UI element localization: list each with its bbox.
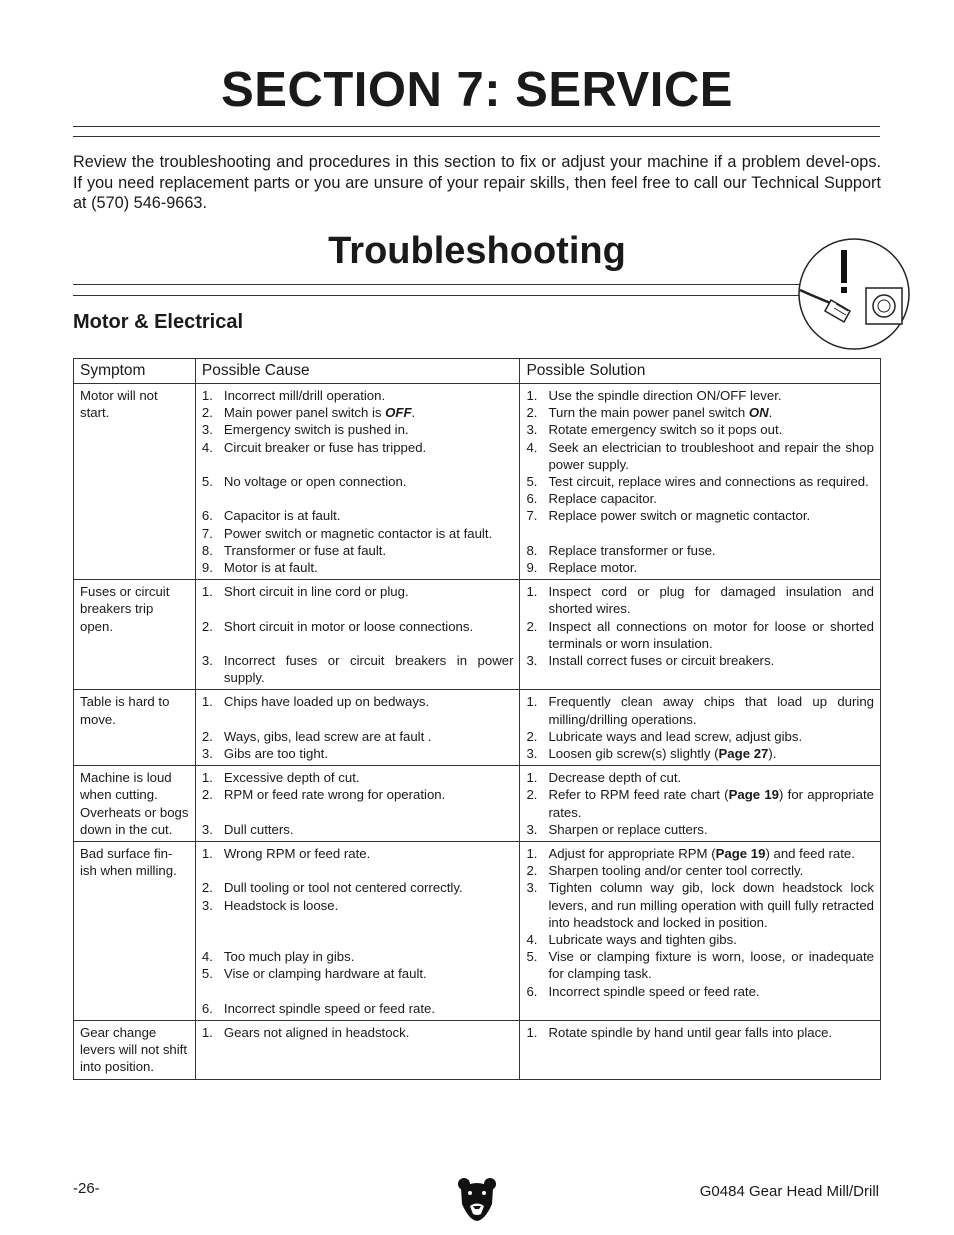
item-text [548, 845, 874, 862]
item-text [548, 983, 874, 1000]
list-item [202, 879, 514, 896]
item-number: 3. [526, 880, 538, 896]
item-text [548, 542, 874, 559]
item-text [548, 862, 874, 879]
table-row [74, 690, 881, 766]
item-text-main: Incorrect spindle speed or feed rate. [548, 983, 760, 999]
item-text-main: Replace capacitor. [548, 491, 657, 507]
item-text-main: Too much play in gibs. [223, 949, 355, 965]
item-text [548, 786, 874, 820]
item-number: 6. [201, 1000, 213, 1016]
list-item [202, 897, 514, 914]
list-item [526, 439, 874, 473]
item-number: 3. [526, 821, 538, 837]
list-spacer [202, 711, 514, 728]
item-number: 5. [201, 474, 213, 489]
electrical-plug-warning-icon [798, 238, 914, 354]
item-emphasis: OFF [385, 405, 412, 421]
item-text [224, 693, 514, 710]
item-text [224, 965, 514, 982]
item-text-main: Rotate emergency switch so it pops out. [548, 422, 783, 438]
item-text [224, 618, 514, 635]
list-item [202, 1024, 514, 1041]
solution-cell [520, 1021, 881, 1080]
list-item [202, 618, 514, 635]
item-text [224, 652, 514, 686]
troubleshooting-rule-top [73, 284, 813, 285]
item-number: 6. [526, 983, 538, 999]
item-number: 2. [526, 405, 538, 421]
item-number: 3. [201, 653, 213, 668]
list-item [526, 507, 874, 524]
item-text-main: Chips have loaded up on bedways. [223, 694, 430, 710]
section-rule-bottom [73, 136, 880, 137]
section-title: SECTION 7: SERVICE [221, 63, 733, 117]
list-item [202, 948, 514, 965]
troubleshooting-rule-bottom [73, 295, 813, 296]
item-text [224, 948, 514, 965]
item-number: 2. [526, 728, 538, 744]
item-text-main: Use the spindle direction ON/OFF lever. [548, 388, 782, 403]
symptom-cell: Gear change levers will not shift into position. [74, 1021, 196, 1080]
item-text-main: Replace motor. [548, 560, 638, 576]
item-text [224, 879, 514, 896]
item-text [224, 439, 514, 456]
item-text-main: Lubricate ways and tighten gibs. [548, 932, 737, 948]
list-item [526, 1024, 874, 1041]
item-text [548, 473, 874, 490]
item-text-main: Gibs are too tight. [223, 746, 328, 761]
list-item [202, 769, 514, 786]
item-text-main: Adjust for appropriate RPM ( [548, 846, 716, 862]
item-text [548, 948, 874, 982]
list-item [202, 387, 514, 404]
item-text [548, 821, 874, 838]
item-text-main: Lubricate ways and lead screw, adjust gibs. [548, 728, 803, 744]
item-text [224, 845, 514, 862]
item-text-main: Vise or clamping fixture is worn, loose, or inadequate for clamping task. [548, 949, 874, 982]
item-number: 3. [201, 422, 213, 438]
item-number: 5. [526, 949, 538, 965]
item-text-main: Replace transformer or fuse. [548, 542, 716, 558]
item-text-main: Test circuit, replace wires and connections as required. [548, 474, 869, 490]
item-text [548, 879, 874, 931]
item-text [548, 421, 874, 438]
item-number: 1. [526, 694, 538, 710]
item-text-main: Inspect all connections on motor for loose or shorted terminals or worn insulation. [548, 618, 874, 651]
item-text [548, 559, 874, 576]
item-text [548, 490, 874, 507]
list-item [202, 652, 514, 686]
list-item [526, 618, 874, 652]
item-text-main: Sharpen tooling and/or center tool correctly. [548, 863, 804, 879]
item-number: 2. [201, 787, 213, 803]
item-text [548, 387, 874, 404]
item-number: 4. [526, 439, 538, 455]
list-item [202, 821, 514, 838]
cause-cell [195, 766, 520, 842]
item-number: 7. [526, 508, 538, 524]
list-item [202, 439, 514, 456]
item-text-main: Sharpen or replace cutters. [548, 821, 708, 837]
list-spacer [202, 600, 514, 617]
item-text [224, 786, 514, 803]
list-item [526, 583, 874, 617]
item-text [548, 1024, 874, 1041]
item-number: 2. [201, 405, 213, 421]
symptom-cell: Table is hard to move. [74, 690, 196, 766]
troubleshooting-title: Troubleshooting [328, 230, 626, 272]
header-symptom: Symptom [74, 359, 196, 384]
list-item [526, 879, 874, 931]
item-number: 9. [201, 560, 213, 575]
list-spacer [202, 983, 514, 1000]
item-number: 6. [526, 491, 538, 507]
list-item [526, 862, 874, 879]
solution-cell [520, 690, 881, 766]
item-text-main: Circuit breaker or fuse has tripped. [223, 439, 427, 455]
intro-paragraph: Review the troubleshooting and procedures in this section to fix or adjust your machine if a problem devel-ops. If you need replacement parts or you are unsure of your repair skills, then feel free to call our Technical Support at (570) 546-9663. [73, 153, 881, 212]
list-item [526, 786, 874, 820]
item-number: 3. [201, 897, 213, 913]
item-number: 1. [201, 388, 213, 403]
page-number: -26- [73, 1180, 100, 1197]
list-spacer [202, 490, 514, 507]
symptom-cell: Bad surface fin-ish when milling. [74, 842, 196, 1021]
item-text [224, 728, 514, 745]
item-text [548, 618, 874, 652]
item-text [548, 745, 874, 762]
table-body [74, 384, 881, 1080]
table-row [74, 1021, 881, 1080]
list-spacer [202, 635, 514, 652]
item-text-main: Rotate spindle by hand until gear falls into place. [548, 1025, 833, 1040]
item-text [224, 421, 514, 438]
item-text [224, 559, 514, 576]
item-number: 1. [526, 846, 538, 862]
item-number: 2. [526, 787, 538, 803]
cause-cell [195, 690, 520, 766]
item-text [548, 583, 874, 617]
item-text [548, 769, 874, 786]
list-spacer [202, 914, 514, 931]
symptom-cell: Fuses or circuit breakers trip open. [74, 580, 196, 690]
item-text-main: Inspect cord or plug for damaged insulation and shorted wires. [548, 584, 874, 617]
list-item [526, 983, 874, 1000]
item-text-main: Frequently clean away chips that load up during milling/drilling operations. [548, 694, 874, 727]
item-number: 3. [201, 821, 213, 837]
item-number: 1. [526, 770, 538, 786]
table-header-row [74, 359, 881, 384]
item-number: 1. [526, 388, 538, 403]
list-item [202, 845, 514, 862]
item-number: 5. [201, 966, 213, 982]
list-spacer [526, 525, 874, 542]
table-row [74, 580, 881, 690]
header-possible-cause: Possible Cause [195, 359, 520, 384]
item-number: 1. [201, 846, 213, 862]
cause-cell [195, 842, 520, 1021]
item-text-main: Main power panel switch is [223, 405, 386, 421]
list-item [202, 1000, 514, 1017]
motor-electrical-title: Motor & Electrical [73, 311, 244, 333]
list-spacer [202, 456, 514, 473]
list-item [202, 693, 514, 710]
list-item [526, 745, 874, 762]
item-text [548, 728, 874, 745]
troubleshooting-table [73, 358, 881, 1080]
list-item [526, 421, 874, 438]
page-reference: Page 19 [728, 787, 780, 803]
item-text [224, 473, 514, 490]
table-row [74, 766, 881, 842]
list-item [202, 965, 514, 982]
page-reference: Page 27 [718, 746, 769, 762]
item-text-main: Capacitor is at fault. [223, 508, 341, 524]
symptom-cell: Motor will not start. [74, 384, 196, 580]
item-text-main: Emergency switch is pushed in. [223, 422, 409, 438]
header-possible-solution: Possible Solution [520, 359, 881, 384]
item-text [548, 652, 874, 669]
table-row [74, 842, 881, 1021]
list-item [202, 559, 514, 576]
solution-cell [520, 580, 881, 690]
item-number: 2. [201, 618, 213, 634]
item-text-main: Short circuit in motor or loose connections. [223, 618, 474, 634]
item-text-main: Gears not aligned in headstock. [223, 1025, 410, 1040]
cause-cell [195, 384, 520, 580]
item-text-main: Replace power switch or magnetic contactor. [548, 508, 811, 524]
item-number: 1. [526, 1025, 538, 1040]
list-item [526, 387, 874, 404]
list-item [526, 728, 874, 745]
list-item [202, 583, 514, 600]
page-reference: Page 19 [715, 846, 766, 862]
solution-cell [520, 384, 881, 580]
model-name: G0484 Gear Head Mill/Drill [699, 1183, 879, 1200]
item-number: 4. [526, 932, 538, 948]
item-number: 4. [201, 949, 213, 965]
item-text-main: Refer to RPM feed rate chart ( [548, 787, 729, 803]
item-text [224, 404, 514, 421]
item-text [224, 542, 514, 559]
item-text-main: Dull tooling or tool not centered correctly. [223, 880, 463, 896]
item-number: 9. [526, 560, 538, 576]
item-text [224, 1000, 514, 1017]
item-text-main: Short circuit in line cord or plug. [223, 584, 409, 600]
item-number: 1. [526, 584, 538, 600]
list-item [526, 559, 874, 576]
item-text [548, 693, 874, 727]
item-text-main: Loosen gib screw(s) slightly ( [548, 746, 719, 762]
item-text-main: Vise or clamping hardware at fault. [223, 966, 427, 982]
item-number: 1. [201, 584, 213, 600]
item-number: 1. [201, 770, 213, 786]
item-number: 3. [526, 653, 538, 669]
cause-cell [195, 1021, 520, 1080]
item-number: 2. [201, 728, 213, 744]
item-number: 1. [201, 1025, 213, 1040]
list-item [526, 473, 874, 490]
item-text [224, 1024, 514, 1041]
item-number: 2. [526, 863, 538, 879]
list-item [202, 728, 514, 745]
item-number: 8. [526, 542, 538, 558]
item-text [224, 897, 514, 914]
item-text-main: Turn the main power panel switch [548, 405, 749, 421]
item-text-main: Seek an electrician to troubleshoot and repair the shop power supply. [548, 439, 874, 472]
solution-cell [520, 766, 881, 842]
list-item [526, 542, 874, 559]
item-text [548, 404, 874, 421]
item-emphasis: ON [748, 405, 769, 421]
item-text-main: Decrease depth of cut. [548, 770, 682, 786]
list-item [202, 786, 514, 803]
item-text-main: Ways, gibs, lead screw are at fault . [223, 728, 432, 744]
item-text [224, 583, 514, 600]
list-item [202, 473, 514, 490]
list-item [202, 745, 514, 762]
item-number: 3. [526, 746, 538, 762]
list-spacer [202, 931, 514, 948]
item-text-end: . [411, 405, 416, 421]
item-number: 3. [201, 746, 213, 761]
item-text [548, 931, 874, 948]
solution-cell [520, 842, 881, 1021]
list-item [526, 845, 874, 862]
item-number: 5. [526, 474, 538, 490]
item-number: 1. [201, 694, 213, 710]
cause-cell [195, 580, 520, 690]
list-item [526, 652, 874, 669]
item-text-main: Install correct fuses or circuit breakers. [548, 653, 775, 669]
item-text-end: . [768, 405, 773, 421]
table-row [74, 384, 881, 580]
item-text-main: Wrong RPM or feed rate. [223, 846, 371, 862]
item-text-main: Transformer or fuse at fault. [223, 542, 387, 558]
item-text-main: Dull cutters. [223, 821, 294, 837]
item-number: 2. [201, 880, 213, 896]
item-text [548, 439, 874, 473]
grizzly-bear-logo-icon [457, 1176, 497, 1222]
item-number: 6. [201, 508, 213, 524]
item-text-main: Incorrect mill/drill operation. [223, 388, 386, 403]
symptom-cell: Machine is loud when cutting. Overheats or bogs down in the cut. [74, 766, 196, 842]
item-text [548, 507, 874, 524]
list-item [202, 525, 514, 542]
item-text [224, 507, 514, 524]
item-text-main: Incorrect fuses or circuit breakers in power supply. [223, 653, 514, 686]
list-spacer [202, 804, 514, 821]
list-item [202, 421, 514, 438]
item-text-main: Power switch or magnetic contactor is at fault. [223, 525, 493, 541]
item-text [224, 387, 514, 404]
list-item [526, 490, 874, 507]
list-item [202, 404, 514, 421]
list-item [202, 507, 514, 524]
item-text-end: ). [768, 746, 777, 762]
item-text-main: RPM or feed rate wrong for operation. [223, 787, 446, 803]
list-item [526, 769, 874, 786]
list-item [526, 948, 874, 982]
item-number: 4. [201, 439, 213, 455]
list-item [526, 404, 874, 421]
list-item [202, 542, 514, 559]
item-number: 7. [201, 525, 213, 541]
item-text [224, 525, 514, 542]
item-text-main: Incorrect spindle speed or feed rate. [223, 1000, 436, 1016]
item-text-main: Excessive depth of cut. [223, 770, 360, 786]
item-text-main: Tighten column way gib, lock down headstock lock levers, and run milling operation with quill fully retracted into headstock and locked in position. [548, 880, 874, 930]
item-text [224, 821, 514, 838]
item-text-main: No voltage or open connection. [223, 474, 407, 489]
item-text-end: ) for appropriate rates. [548, 787, 874, 820]
list-item [526, 931, 874, 948]
item-text-main: Motor is at fault. [223, 560, 318, 575]
item-text-main: Headstock is loose. [223, 897, 339, 913]
item-number: 8. [201, 542, 213, 558]
item-number: 3. [526, 422, 538, 438]
item-text [224, 745, 514, 762]
list-spacer [202, 862, 514, 879]
item-text-end: ) and feed rate. [765, 846, 855, 862]
list-item [526, 693, 874, 727]
item-text [224, 769, 514, 786]
item-number: 2. [526, 618, 538, 634]
section-rule-top [73, 126, 880, 127]
list-item [526, 821, 874, 838]
